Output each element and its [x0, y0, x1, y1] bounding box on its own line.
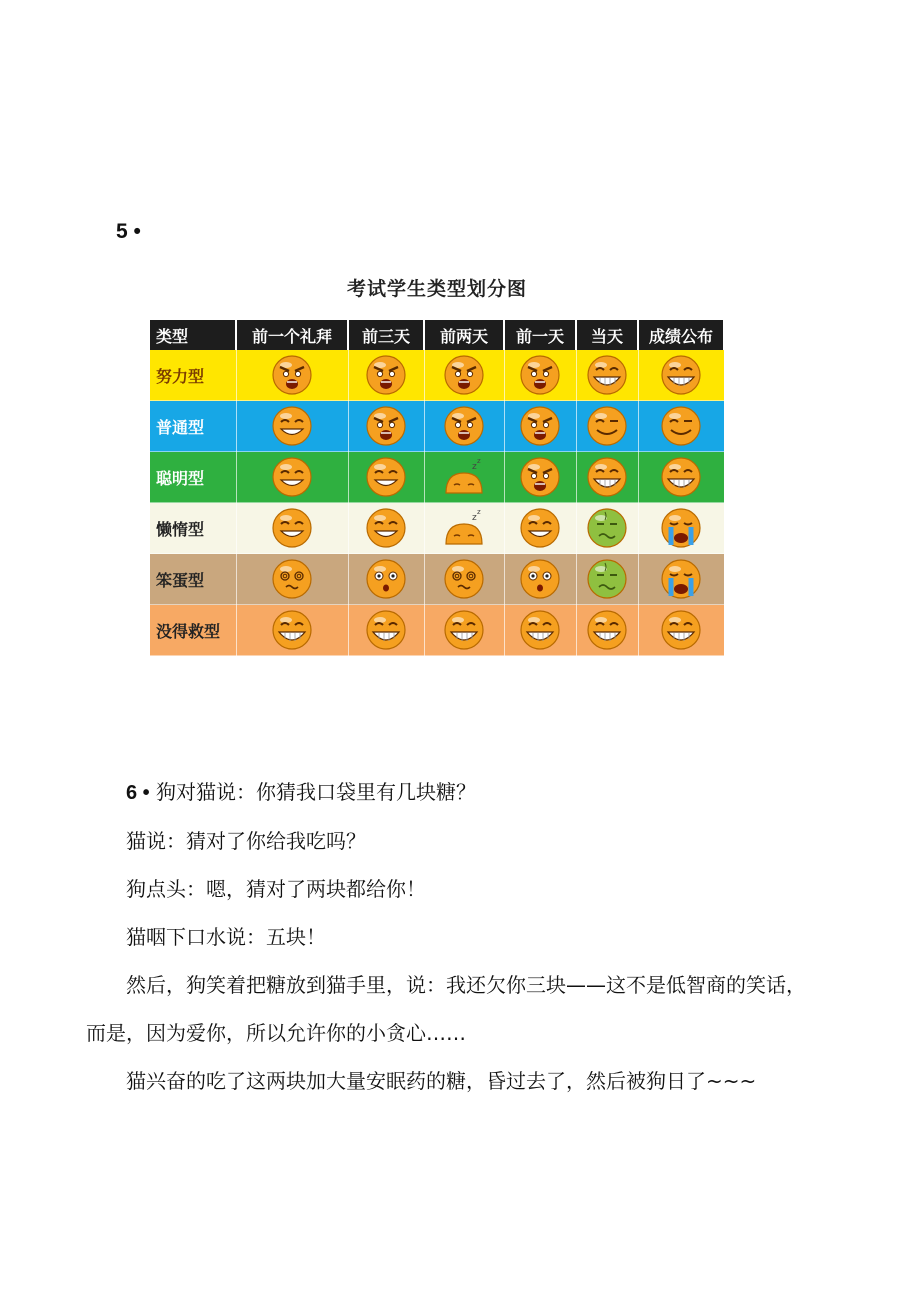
table-cell [348, 401, 424, 452]
table-cell [576, 554, 638, 605]
table-cell [638, 503, 724, 554]
table-cell [504, 350, 576, 401]
joke-line: 猫说：猜对了你给我吃吗？ [126, 829, 366, 853]
table-cell [424, 452, 504, 503]
angry-face-icon [518, 353, 562, 397]
table-cell [638, 452, 724, 503]
table-cell [236, 452, 348, 503]
table-cell [236, 401, 348, 452]
table-cell [424, 503, 504, 554]
header-cell: 前一个礼拜 [236, 320, 348, 350]
table-cell [236, 350, 348, 401]
table-cell [504, 554, 576, 605]
header-cell: 当天 [576, 320, 638, 350]
student-type-table [150, 320, 725, 656]
grin-face-icon [270, 608, 314, 652]
header-cell: 成绩公布 [638, 320, 724, 350]
svg-text:z: z [472, 462, 477, 472]
joke-line: 然后，狗笑着把糖放到猫手里，说：我还欠你三块——这不是低智商的笑话，而是，因为爱你，所以允许你的小贪心…… [86, 973, 806, 1045]
wink-face-icon [585, 404, 629, 448]
table-cell [576, 452, 638, 503]
table-cell [638, 554, 724, 605]
svg-text:z: z [477, 508, 481, 516]
table-cell [576, 605, 638, 656]
grin-face-icon [364, 608, 408, 652]
laugh-face-icon [270, 455, 314, 499]
angry-face-icon [442, 404, 486, 448]
grin-face-icon [659, 455, 703, 499]
header-cell: 前一天 [504, 320, 576, 350]
table-cell [576, 503, 638, 554]
row-label: 聪明型 [150, 452, 236, 503]
svg-text:z: z [472, 513, 477, 523]
table-cell [576, 350, 638, 401]
table-row [150, 605, 724, 656]
item-5-number: 5 • [116, 220, 141, 243]
cry-face-icon [659, 557, 703, 601]
laugh-face-icon [364, 506, 408, 550]
table-row [150, 350, 724, 401]
table-cell [236, 503, 348, 554]
table-cell [638, 350, 724, 401]
header-cell: 类型 [150, 320, 236, 350]
row-label: 笨蛋型 [150, 554, 236, 605]
row-label: 懒惰型 [150, 503, 236, 554]
table-cell [576, 401, 638, 452]
table-cell [504, 503, 576, 554]
grin-face-icon [442, 608, 486, 652]
figure-title: 考试学生类型划分图 [346, 278, 527, 300]
dizzy-face-icon [442, 557, 486, 601]
laugh-face-icon [270, 404, 314, 448]
table-cell [424, 554, 504, 605]
table-cell [348, 605, 424, 656]
table-header-row [150, 320, 724, 350]
table-cell [504, 401, 576, 452]
laugh-face-icon [518, 506, 562, 550]
sleep-face-icon [442, 455, 486, 499]
joke-first-line [86, 768, 806, 817]
row-label: 努力型 [150, 350, 236, 401]
table-row [150, 401, 724, 452]
table-cell [424, 605, 504, 656]
row-label: 普通型 [150, 401, 236, 452]
table-row [150, 554, 724, 605]
joke-line: 狗点头：嗯，猜对了两块都给你！ [126, 877, 426, 901]
table-cell [348, 350, 424, 401]
dizzy-face-icon [270, 557, 314, 601]
grin-face-icon [585, 608, 629, 652]
shock-face-icon [518, 557, 562, 601]
table-row [150, 452, 724, 503]
angry-face-icon [518, 404, 562, 448]
sleep-face-icon [442, 506, 486, 550]
grin-face-icon [585, 455, 629, 499]
sick-face-icon [585, 506, 629, 550]
shock-face-icon [364, 557, 408, 601]
table-cell [348, 452, 424, 503]
item-6-number: 6 • [126, 782, 150, 804]
laugh-face-icon [270, 506, 314, 550]
table-cell [236, 605, 348, 656]
grin-face-icon [585, 353, 629, 397]
table-cell [348, 503, 424, 554]
table-cell [424, 350, 504, 401]
grin-face-icon [659, 608, 703, 652]
table-cell [638, 605, 724, 656]
header-cell: 前两天 [424, 320, 504, 350]
table-cell [638, 401, 724, 452]
wink-face-icon [659, 404, 703, 448]
table-cell [424, 401, 504, 452]
table-cell [504, 605, 576, 656]
grin-face-icon [659, 353, 703, 397]
joke-line: 猫咽下口水说：五块！ [126, 925, 326, 949]
joke-line: 狗对猫说：你猜我口袋里有几块糖？ [156, 780, 477, 804]
row-label: 没得救型 [150, 605, 236, 656]
table-cell [348, 554, 424, 605]
angry-face-icon [364, 353, 408, 397]
grin-face-icon [518, 608, 562, 652]
angry-face-icon [518, 455, 562, 499]
svg-text:z: z [477, 457, 481, 465]
joke-line: 猫兴奋的吃了这两块加大量安眠药的糖，昏过去了，然后被狗日了~~~ [126, 1069, 757, 1093]
laugh-face-icon [364, 455, 408, 499]
table-row [150, 503, 724, 554]
angry-face-icon [442, 353, 486, 397]
cry-face-icon [659, 506, 703, 550]
header-cell: 前三天 [348, 320, 424, 350]
angry-face-icon [270, 353, 314, 397]
exam-student-type-figure [148, 262, 726, 664]
table-cell [236, 554, 348, 605]
table-cell [504, 452, 576, 503]
sick-face-icon [585, 557, 629, 601]
angry-face-icon [364, 404, 408, 448]
item-6-joke [86, 768, 806, 1105]
